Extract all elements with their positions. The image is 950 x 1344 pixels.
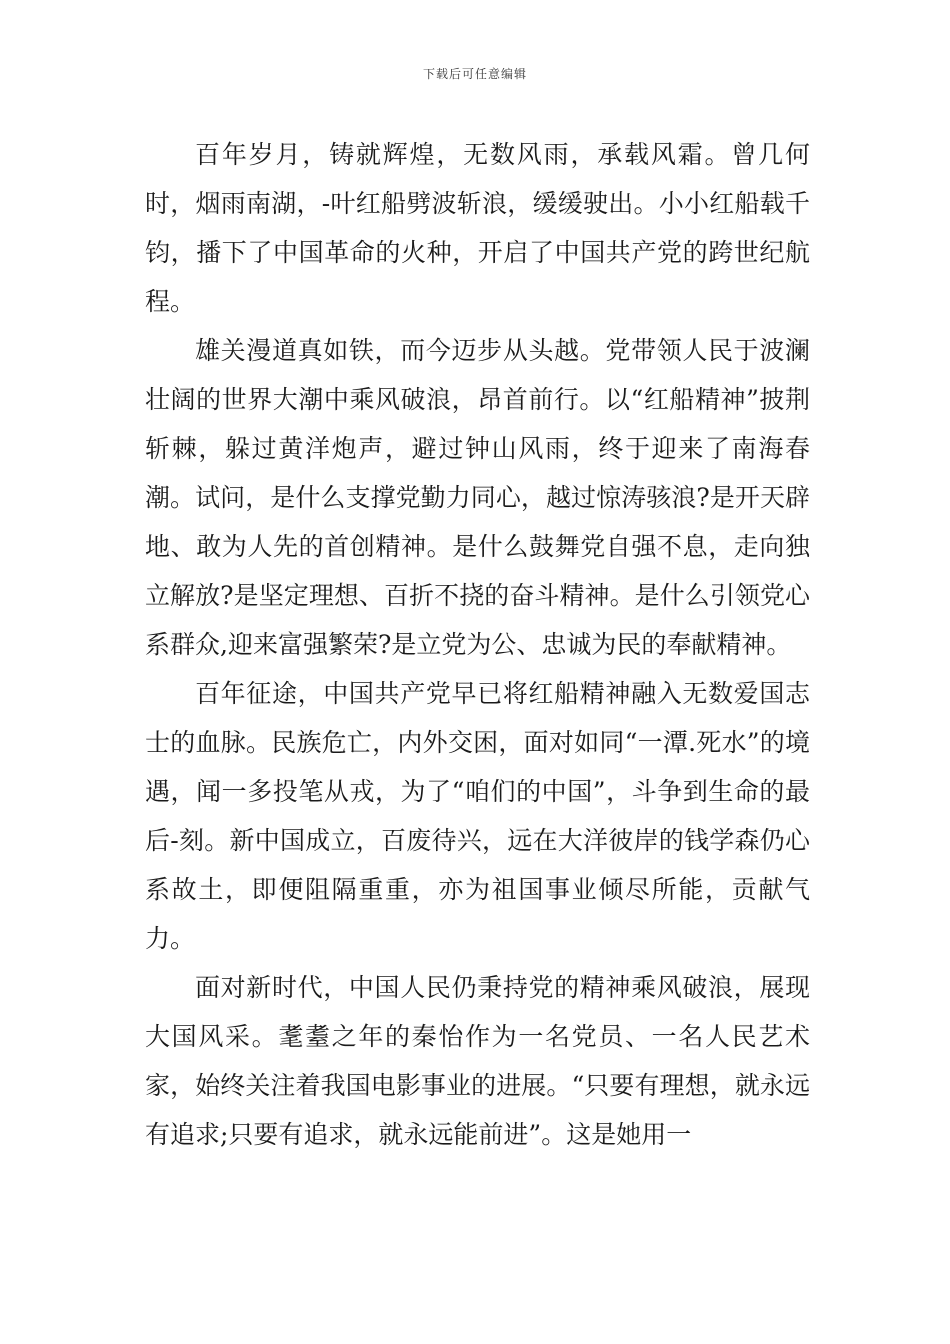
- paragraph-2: 雄关漫道真如铁，而今迈步从头越。党带领人民于波澜壮阔的世界大潮中乘风破浪，昂首前行。以“红船精神”披荆斩棘，躲过黄洋炮声，避过钟山风雨，终于迎来了南海春潮。试问，是什么支撑党勤力同心，越过惊涛骇浪?是开天辟地、敢为人先的首创精神。是什么鼓舞党自强不息，走向独立解放?是坚定理想、百折不挠的奋斗精神。是什么引领党心系群众,迎来富强繁荣?是立党为公、忠诚为民的奉献精神。: [145, 336, 810, 659]
- page-header: 下载后可任意编辑: [422, 67, 527, 81]
- paragraph-4: 面对新时代，中国人民仍秉持党的精神乘风破浪，展现大国风采。耄耋之年的秦怡作为一名党员、一名人民艺术家，始终关注着我国电影事业的进展。“只要有理想，就永远有追求;只要有追求，就永远能前进”。这是她用一: [145, 973, 810, 1149]
- paragraph-1: 百年岁月，铸就辉煌，无数风雨，承载风霜。曾几何时，烟雨南湖，-叶红船劈波斩浪，缓缓驶出。小小红船载千钧，播下了中国革命的火种，开启了中国共产党的跨世纪航程。: [145, 140, 810, 316]
- document-body: [145, 130, 810, 1159]
- paragraph-3: 百年征途，中国共产党早已将红船精神融入无数爱国志士的血脉。民族危亡，内外交困，面对如同“一潭.死水”的境遇，闻一多投笔从戎，为了“咱们的中国”，斗争到生命的最后-刻。新中国成立，百废待兴，远在大洋彼岸的钱学森仍心系故土，即便阻隔重重，亦为祖国事业倾尽所能，贡献气力。: [145, 679, 810, 953]
